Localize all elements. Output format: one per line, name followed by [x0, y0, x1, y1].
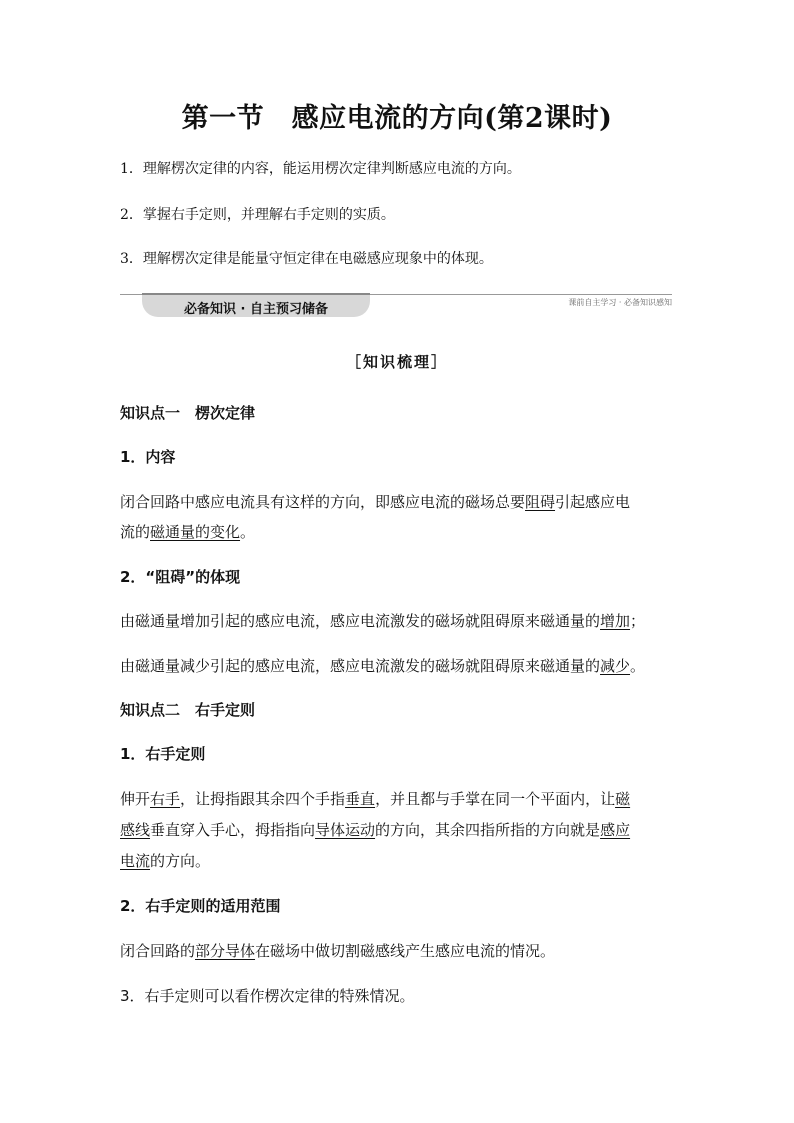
underlined-answer: 感线: [120, 821, 151, 839]
kp2-sub3-line: 3．右手定则可以看作楞次定律的特殊情况。: [120, 987, 415, 1005]
underlined-answer: 阻碍: [525, 493, 556, 511]
kp2-sub1-line3: [120, 850, 210, 871]
kp2-sub2-title: 2．右手定则的适用范围: [120, 897, 281, 915]
kp1-sub2-line1: [120, 610, 645, 631]
text-span: 由磁通量减少引起的感应电流，感应电流激发的磁场就阻碍原来磁通量的: [120, 657, 601, 675]
underlined-answer: 磁: [615, 790, 631, 808]
banner-right-text: 课前自主学习 · 必备知识感知: [568, 298, 672, 307]
learning-goal-3: 3．理解楞次定律是能量守恒定律在电磁感应现象中的体现。: [120, 251, 493, 267]
underlined-answer: 增加: [600, 612, 631, 630]
section-banner: [120, 288, 672, 318]
text-span: 流的: [120, 523, 151, 541]
text-span: 引起感应电: [555, 493, 631, 511]
text-span: 在磁场中做切割磁感线产生感应电流的情况。: [255, 942, 556, 960]
underlined-answer: 垂直: [345, 790, 376, 808]
learning-goal-2: 2．掌握右手定则，并理解右手定则的实质。: [120, 207, 395, 223]
kp1-sub2-line2: [120, 655, 645, 676]
underlined-answer: 感应: [600, 821, 631, 839]
kp1-sub1-line2: [120, 521, 255, 542]
underlined-answer: 电流: [120, 852, 151, 870]
banner-label: 必备知识 · 自主预习储备: [184, 302, 328, 317]
underlined-answer: 减少: [600, 657, 631, 675]
kp2-sub1-line2: [120, 819, 630, 840]
text-span: 伸开: [120, 790, 151, 808]
text-span: 。: [240, 523, 256, 541]
text-span: 的方向，其余四指所指的方向就是: [375, 821, 601, 839]
text-span: 闭合回路的: [120, 942, 196, 960]
text-span: ，并且都与手掌在同一个平面内，让: [375, 790, 616, 808]
text-span: 。: [630, 657, 646, 675]
underlined-answer: 右手: [150, 790, 181, 808]
kp2-sub2-line: [120, 940, 555, 961]
kp1-title: 知识点一 楞次定律: [120, 404, 256, 422]
section-title: ［知识梳理］: [345, 353, 448, 371]
underlined-answer: 部分导体: [195, 942, 256, 960]
kp2-sub1-line1: [120, 788, 630, 809]
kp2-sub1-title: 1．右手定则: [120, 745, 206, 763]
text-span: ；: [630, 612, 646, 630]
kp1-sub1-title: 1．内容: [120, 448, 176, 466]
kp2-title: 知识点二 右手定则: [120, 701, 256, 719]
page-title: 第一节 感应电流的方向(第2课时): [181, 103, 613, 134]
kp1-sub1-line1: [120, 491, 630, 512]
banner-tab: [142, 293, 370, 317]
learning-goal-1: 1．理解楞次定律的内容，能运用楞次定律判断感应电流的方向。: [120, 161, 521, 177]
text-span: 垂直穿入手心，拇指指向: [150, 821, 316, 839]
underlined-answer: 磁通量的变化: [150, 523, 241, 541]
text-span: ，让拇指跟其余四个手指: [180, 790, 346, 808]
text-span: 的方向。: [150, 852, 211, 870]
underlined-answer: 导体运动: [315, 821, 376, 839]
kp1-sub2-title: 2．“阻碍”的体现: [120, 568, 241, 586]
text-span: 闭合回路中感应电流具有这样的方向，即感应电流的磁场总要: [120, 493, 526, 511]
text-span: 由磁通量增加引起的感应电流，感应电流激发的磁场就阻碍原来磁通量的: [120, 612, 601, 630]
